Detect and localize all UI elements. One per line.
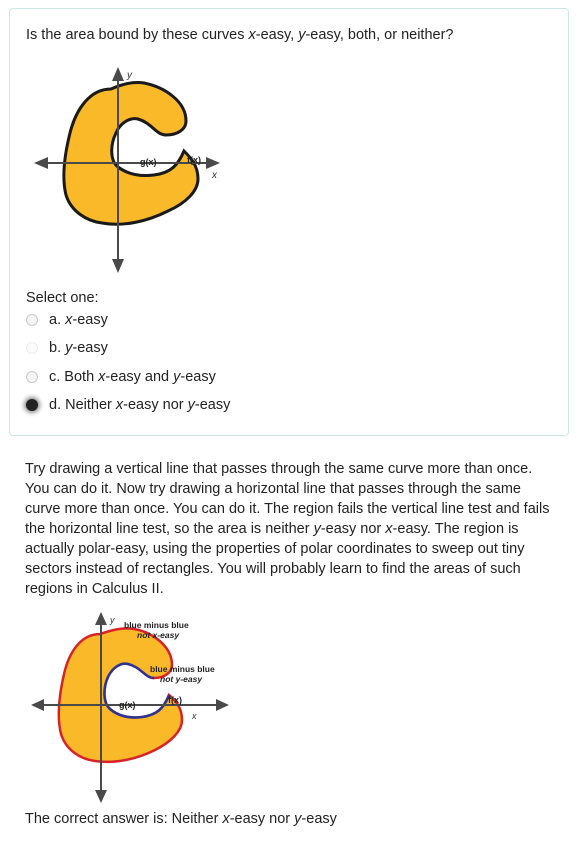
explanation-text: -easy. The region is actually polar-easy, using the properties of polar coordinates to sweep out tiny sectors instead of rectangles. You will probably learn to find the areas of such regions in Calculus II.	[25, 521, 525, 597]
question-text-part: -easy,	[255, 27, 299, 43]
question-text	[26, 26, 453, 44]
option-label	[49, 396, 230, 414]
option-x-term: x	[65, 312, 73, 328]
question-y-term: y	[298, 27, 306, 43]
option-label	[49, 311, 108, 329]
option-text-part: -easy	[180, 369, 216, 385]
explanation-y-term: y	[313, 521, 321, 537]
annotation-not-x-easy-line2: not x-easy	[137, 630, 180, 640]
y-axis-label: y	[110, 615, 115, 625]
g-label: g(x)	[140, 157, 157, 167]
option-text-part: -easy	[72, 340, 108, 356]
option-text-part: -easy and	[105, 369, 174, 385]
question-text-part: -easy, both, or neither?	[305, 27, 454, 43]
feedback-explanation	[25, 459, 555, 599]
correct-answer-text: -easy nor	[229, 811, 295, 827]
option-text-part: -easy	[194, 397, 231, 413]
option-label	[49, 339, 108, 357]
x-axis-arrow-right	[206, 157, 220, 169]
question-text-part: Is the area bound by these curves	[26, 27, 249, 43]
radio-button[interactable]	[26, 342, 38, 354]
option-y-term: y	[65, 340, 73, 356]
x-axis-arrow-left	[31, 699, 44, 711]
option-y-term: y	[173, 369, 181, 385]
explanation-x-term: x	[385, 521, 393, 537]
y-axis-arrow-top	[95, 612, 107, 625]
correct-answer-y-term: y	[294, 811, 302, 827]
y-axis-arrow-bottom	[95, 790, 107, 803]
annotation-not-y-easy-line1: blue minus blue	[150, 664, 215, 674]
option-x-term: x	[98, 369, 106, 385]
option-text-part: -easy	[72, 312, 108, 328]
option-a[interactable]	[22, 309, 108, 331]
y-axis-arrow-bottom	[112, 259, 124, 273]
option-y-term: y	[187, 397, 195, 413]
option-text-part: -easy nor	[123, 397, 188, 413]
option-text-part: b.	[49, 340, 66, 356]
option-label	[49, 368, 216, 386]
option-b[interactable]	[22, 337, 108, 359]
annotation-not-x-easy-line1: blue minus blue	[124, 620, 189, 630]
radio-button[interactable]	[26, 314, 38, 326]
y-axis-arrow-top	[112, 67, 124, 81]
select-one-label: Select one:	[26, 290, 99, 306]
f-label: f(x)	[187, 155, 201, 165]
option-text-part: c. Both	[49, 369, 99, 385]
x-axis-arrow-left	[34, 157, 48, 169]
x-axis-label: x	[192, 711, 197, 721]
region-shape	[64, 82, 198, 224]
question-figure	[26, 61, 226, 276]
region-shape	[59, 628, 182, 762]
option-text-part: a.	[49, 312, 66, 328]
correct-answer-text: The correct answer is: Neither	[25, 811, 223, 827]
option-x-term: x	[115, 397, 124, 413]
x-axis-arrow-right	[216, 699, 229, 711]
option-d[interactable]	[22, 394, 230, 416]
explanation-text: -easy nor	[320, 521, 386, 537]
option-c[interactable]	[22, 366, 216, 388]
radio-button[interactable]	[26, 371, 38, 383]
correct-answer-text: -easy	[301, 811, 337, 827]
option-text-part: d. Neither	[49, 397, 116, 413]
g-label: g(x)	[119, 700, 136, 710]
question-card	[9, 8, 569, 436]
x-axis-label: x	[212, 170, 217, 181]
radio-button-selected[interactable]	[26, 399, 38, 411]
correct-answer-x-term: x	[222, 811, 230, 827]
y-axis-label: y	[127, 70, 132, 81]
f-label: f(x)	[168, 695, 182, 705]
question-x-term: x	[248, 27, 256, 43]
explanation-text: Try drawing a vertical line that passes through the same curve more than once. You can do it. Now try drawing a horizontal line that passes through the same curve more than once. You can do it. The region fails the vertical line test and fails the horizontal line test, so the area is neither	[25, 461, 550, 537]
annotation-not-y-easy-line2: not y-easy	[160, 674, 203, 684]
correct-answer	[25, 810, 337, 828]
explanation-figure	[25, 608, 235, 804]
